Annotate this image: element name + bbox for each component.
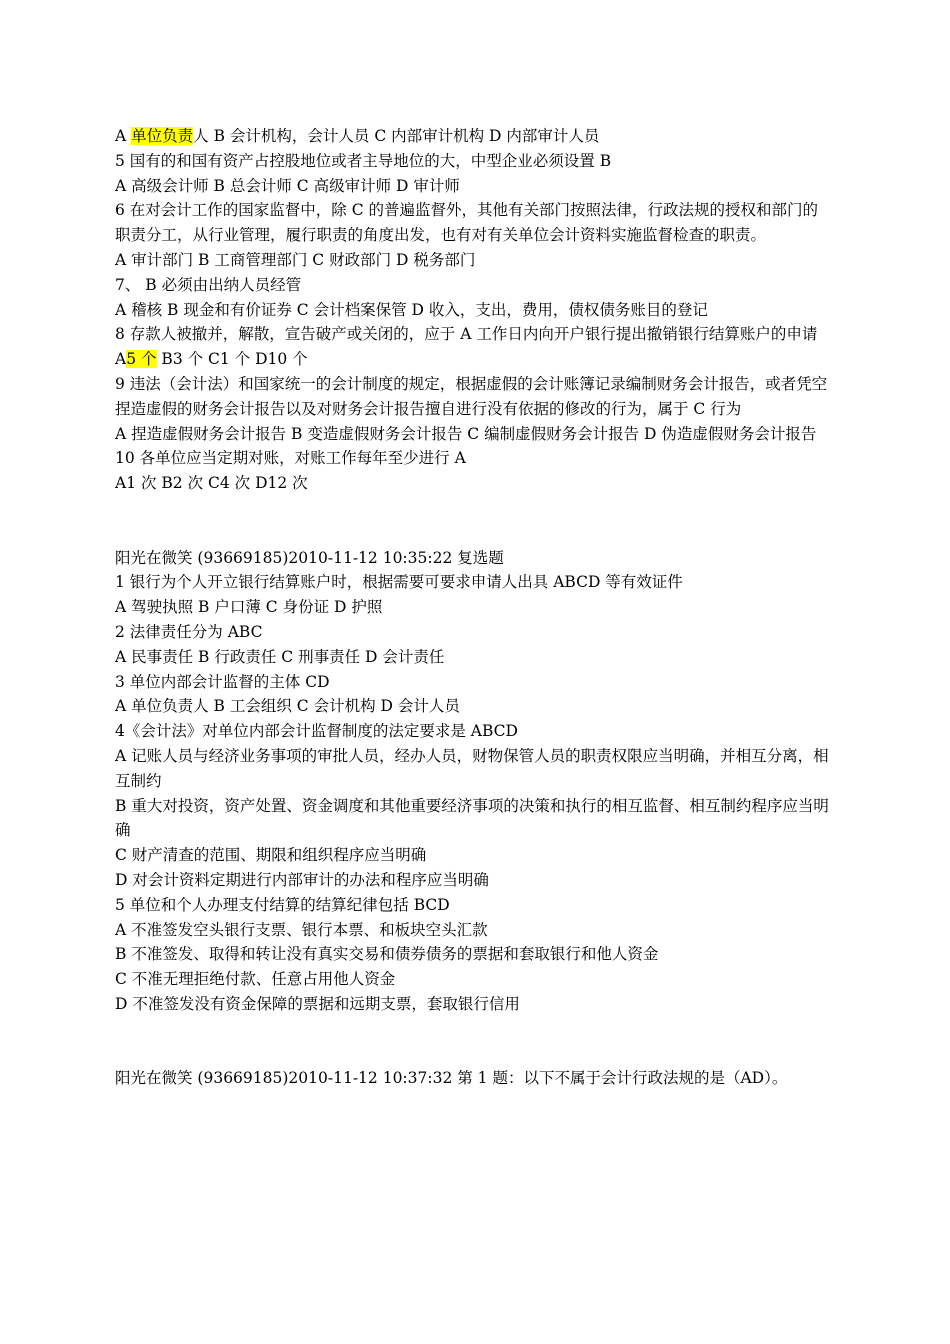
options-5: A 高级会计师 B 总会计师 C 高级审计师 D 审计师	[115, 176, 460, 195]
question-10: 10 各单位应当定期对账，对账工作每年至少进行 A	[115, 449, 466, 468]
mc-option-5a: A 不准签发空头银行支票、银行本票、和板块空头汇款	[115, 920, 488, 939]
mc-option-5c: C 不准无理拒绝付款、任意占用他人资金	[115, 970, 396, 989]
options-9: A 捏造虚假财务会计报告 B 变造虚假财务会计报告 C 编制虚假财务会计报告 D 伪造虚假财务会计报告	[115, 424, 817, 443]
options-7: A 稽核 B 现金和有价证券 C 会计档案保管 D 收入，支出，费用，债权债务账目的登记	[115, 300, 708, 319]
options-8	[115, 347, 830, 372]
mc-question-4: 4《会计法》对单位内部会计监督制度的法定要求是 ABCD	[115, 722, 518, 741]
mc-options-2: A 民事责任 B 行政责任 C 刑事责任 D 会计责任	[115, 647, 445, 666]
options-10: A1 次 B2 次 C4 次 D12 次	[115, 474, 308, 493]
mc-question-2: 2 法律责任分为 ABC	[115, 622, 263, 641]
text-fragment: B3 个 C1 个 D10 个	[156, 350, 308, 369]
text-fragment: A	[115, 350, 127, 369]
mc-option-5b: B 不准签发、取得和转让没有真实交易和债券债务的票据和套取银行和他人资金	[115, 945, 659, 964]
mc-option-4c: C 财产清查的范围、期限和组织程序应当明确	[115, 846, 427, 865]
question-6: 6 在对会计工作的国家监督中，除 C 的普遍监督外，其他有关部门按照法律，行政法规的授权和部门的职责分工，从行业管理，履行职责的角度出发，也有对有关单位会计资料实施监督检查的职责。	[115, 201, 819, 245]
text-fragment: A	[115, 127, 132, 145]
question-7: 7、 B 必须由出纳人员经管	[115, 275, 302, 294]
blank-line	[115, 496, 830, 521]
question-9: 9 违法（会计法）和国家统一的会计制度的规定，根据虚假的会计账簿记录编制财务会计报告，或者凭空捏造虚假的财务会计报告以及对财务会计报告擅自进行没有依据的修改的行为，属于 C 行为	[115, 374, 828, 418]
blank-line	[115, 1017, 830, 1042]
mc-option-4d: D 对会计资料定期进行内部审计的办法和程序应当明确	[115, 870, 489, 889]
mc-options-3: A 单位负责人 B 工会组织 C 会计机构 D 会计人员	[115, 697, 460, 716]
highlighted-text: 5 个	[126, 350, 157, 369]
options-6: A 审计部门 B 工商管理部门 C 财政部门 D 税务部门	[115, 250, 476, 269]
blank-line	[115, 521, 830, 546]
mc-option-4b: B 重大对投资，资产处置、资金调度和其他重要经济事项的决策和执行的相互监督、相互制约程序应当明确	[115, 796, 829, 840]
text-fragment: 人 B 会计机构，会计人员 C 内部审计机构 D 内部审计人员	[193, 127, 600, 145]
highlighted-text: 单位负责	[131, 127, 194, 145]
question-5: 5 国有的和国有资产占控股地位或者主导地位的大，中型企业必须设置 B	[115, 151, 612, 170]
mc-question-3: 3 单位内部会计监督的主体 CD	[115, 672, 330, 691]
mc-question-5: 5 单位和个人办理支付结算的结算纪律包括 BCD	[115, 895, 450, 914]
chat-header-question-1: 阳光在微笑 (93669185)2010-11-12 10:37:32 第 1 题：以下不属于会计行政法规的是（AD）。	[115, 1069, 788, 1088]
mc-option-5d: D 不准签发没有资金保障的票据和远期支票，套取银行信用	[115, 994, 520, 1013]
mc-question-1: 1 银行为个人开立银行结算账户时，根据需要可要求申请人出具 ABCD 等有效证件	[115, 573, 683, 592]
question-8: 8 存款人被撤并，解散，宣告破产或关闭的，应于 A 工作日内向开户银行提出撤销银行结算账户的申请	[115, 325, 818, 344]
mc-option-4a: A 记账人员与经济业务事项的审批人员，经办人员，财物保管人员的职责权限应当明确，并相互分离，相互制约	[115, 746, 829, 790]
option-line-q4	[115, 124, 830, 149]
document-body	[115, 124, 830, 1091]
mc-options-1: A 驾驶执照 B 户口薄 C 身份证 D 护照	[115, 598, 383, 617]
chat-header-multiple-choice: 阳光在微笑 (93669185)2010-11-12 10:35:22 复选题	[115, 548, 504, 567]
blank-line	[115, 1041, 830, 1066]
